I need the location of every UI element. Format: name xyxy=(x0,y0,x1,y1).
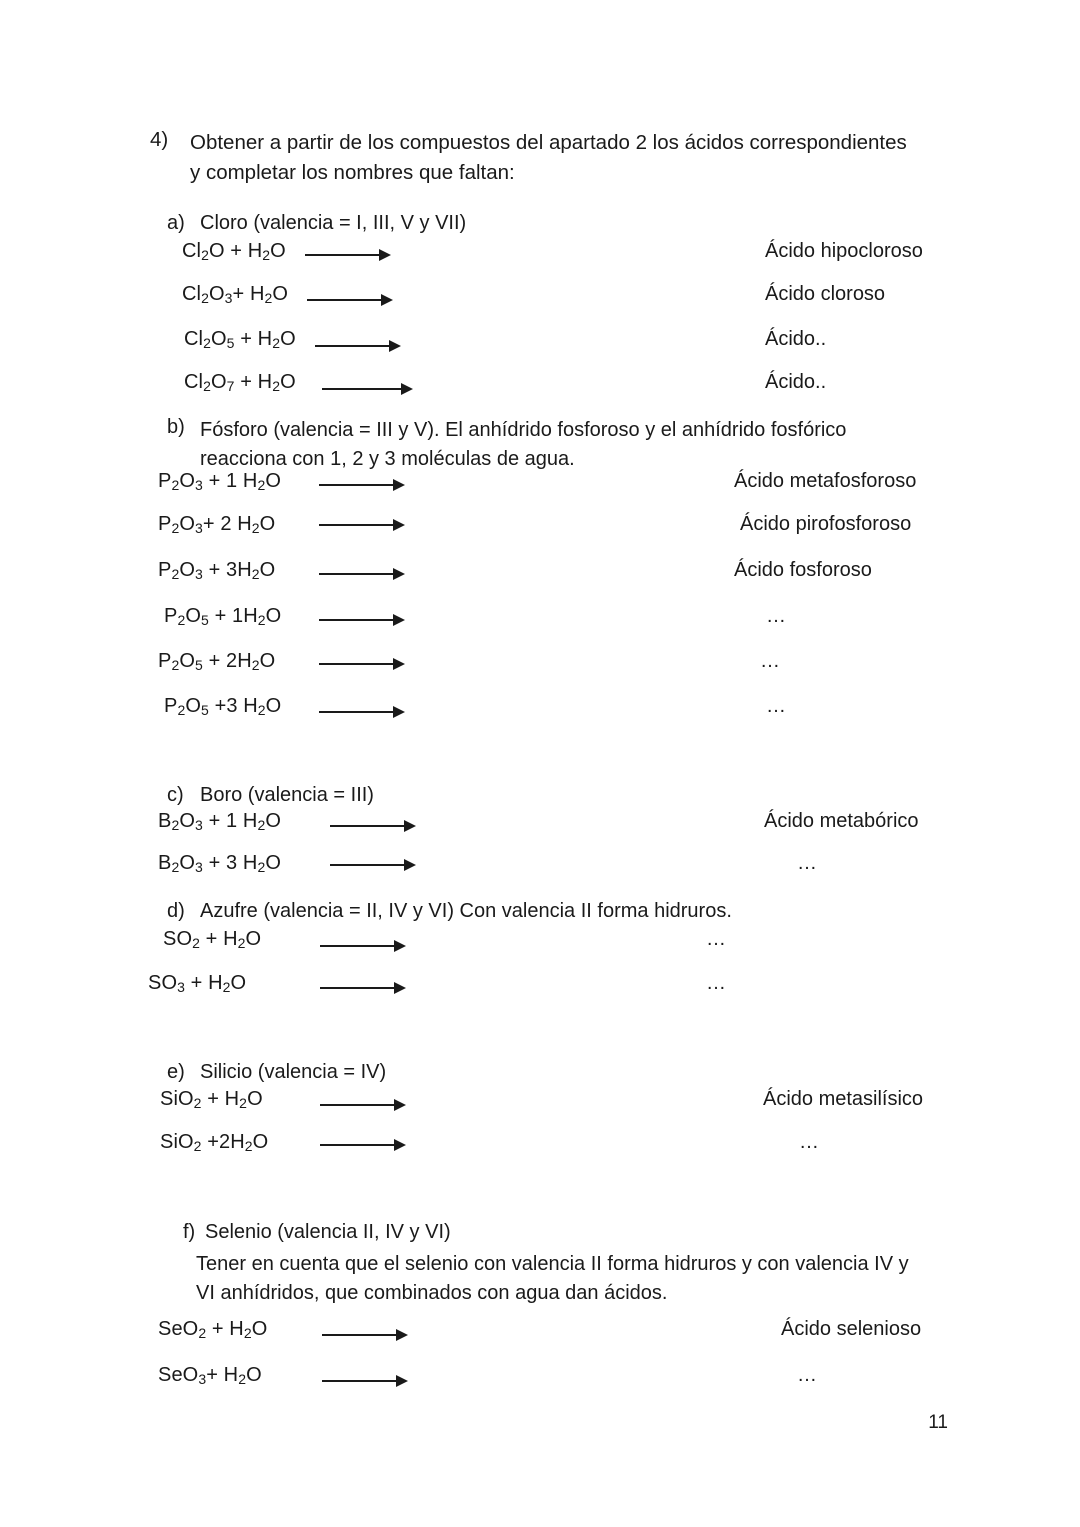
section-letter-d: d) xyxy=(167,900,185,922)
reaction-row xyxy=(158,650,948,680)
reaction-row xyxy=(184,328,944,358)
reaction-reagents: $B_2O_3 + 3$ $H_2O$ xyxy=(158,852,281,876)
reaction-row xyxy=(164,695,954,725)
reaction-reagents: $P_2O_5 + 2H_2O$ xyxy=(158,650,276,674)
section-letter-a: a) xyxy=(167,212,185,234)
reaction-product-label: … xyxy=(760,650,781,672)
reaction-reagents: $SeO_2 + H_2O$ xyxy=(158,1318,268,1342)
reaction-product-label: Ácido metasilísico xyxy=(763,1088,924,1110)
reaction-product-label: Ácido fosforoso xyxy=(734,559,872,581)
reaction-arrow-icon xyxy=(320,939,410,953)
reaction-product-label: Ácido selenioso xyxy=(781,1318,922,1340)
reaction-row xyxy=(148,972,938,1002)
reaction-product-label: … xyxy=(706,972,727,994)
reaction-arrow-icon xyxy=(319,478,409,492)
reaction-row xyxy=(158,1364,948,1394)
reaction-row xyxy=(182,240,942,270)
reaction-row xyxy=(158,810,948,840)
reaction-product-label: Ácido metafosforoso xyxy=(734,470,917,492)
reaction-reagents: $Cl_2O + H_2O$ xyxy=(182,240,286,264)
reaction-row xyxy=(184,371,944,401)
reaction-reagents: $Cl_2O_7 + H_2O$ xyxy=(184,371,296,395)
reaction-product-label: … xyxy=(706,928,727,950)
section-title-f: Selenio (valencia II, IV y VI) xyxy=(205,1221,451,1243)
reaction-row xyxy=(164,605,954,635)
section-letter-b: b) xyxy=(167,416,185,438)
reaction-row xyxy=(160,1088,950,1118)
reaction-reagents: $B_2O_3 + 1$ $H_2O$ xyxy=(158,810,281,834)
reaction-arrow-icon xyxy=(320,1098,410,1112)
reaction-reagents: $P_2O_5 + 1H_2O$ xyxy=(164,605,282,629)
reaction-reagents: $P_2O_5 +3$ $H_2O$ xyxy=(164,695,282,719)
reaction-product-label: … xyxy=(797,1364,818,1386)
reaction-product-label: … xyxy=(799,1131,820,1153)
section-letter-c: c) xyxy=(167,784,184,806)
reaction-product-label: … xyxy=(766,605,787,627)
reaction-reagents: $Cl_2O_5 + H_2O$ xyxy=(184,328,296,352)
reaction-arrow-icon xyxy=(319,613,409,627)
reaction-reagents: $SeO_3+ H_2O$ xyxy=(158,1364,262,1388)
reaction-reagents: $Cl_2O_3+ H_2O$ xyxy=(182,283,289,307)
reaction-product-label: Ácido pirofosforoso xyxy=(740,513,912,535)
reaction-row xyxy=(158,852,948,882)
section-title-c: Boro (valencia = III) xyxy=(200,784,374,806)
section-title-b: Fósforo (valencia = III y V). El anhídrido fosforoso y el anhídrido fosfórico reacciona con 1, 2 y 3 moléculas de agua. xyxy=(200,419,847,470)
reaction-row xyxy=(158,513,948,543)
reaction-arrow-icon xyxy=(319,518,409,532)
reaction-arrow-icon xyxy=(307,293,397,307)
section-note-f: Tener en cuenta que el selenio con valencia II forma hidruros y con valencia IV y VI anhídridos, que combinados con agua dan ácidos. xyxy=(196,1253,909,1304)
reaction-row xyxy=(182,283,942,313)
reaction-arrow-icon xyxy=(330,819,420,833)
section-title-e: Silicio (valencia = IV) xyxy=(200,1061,387,1083)
reaction-reagents: $P_2O_3 + 1$ $H_2O$ xyxy=(158,470,281,494)
reaction-arrow-icon xyxy=(322,1328,412,1342)
reaction-arrow-icon xyxy=(319,657,409,671)
reaction-reagents: $SiO_2 +2H_2O$ xyxy=(160,1131,269,1155)
section-title-d: Azufre (valencia = II, IV y VI) Con valencia II forma hidruros. xyxy=(200,900,732,922)
reaction-row xyxy=(158,470,948,500)
exercise-number: 4) xyxy=(150,128,169,151)
section-letter-e: e) xyxy=(167,1061,185,1083)
reaction-product-label: Ácido cloroso xyxy=(765,283,886,305)
reaction-product-label: … xyxy=(797,852,818,874)
section-letter-f: f) xyxy=(183,1221,196,1243)
reaction-reagents: $SO_2 + H_2O$ xyxy=(163,928,262,952)
reaction-arrow-icon xyxy=(320,981,410,995)
reaction-arrow-icon xyxy=(319,705,409,719)
reaction-arrow-icon xyxy=(322,1374,412,1388)
reaction-product-label: Ácido metabórico xyxy=(764,810,919,832)
reaction-row xyxy=(163,928,953,958)
reaction-reagents: $SO_3 + H_2O$ xyxy=(148,972,247,996)
reaction-arrow-icon xyxy=(319,567,409,581)
section-title-a: Cloro (valencia = I, III, V y VII) xyxy=(200,212,467,234)
reaction-reagents: $SiO_2 + H_2O$ xyxy=(160,1088,263,1112)
reaction-reagents: $P_2O_3 + 3H_2O$ xyxy=(158,559,276,583)
reaction-row xyxy=(160,1131,950,1161)
exercise-statement: Obtener a partir de los compuestos del apartado 2 los ácidos correspondientes y completar los nombres que faltan: xyxy=(190,131,907,185)
reaction-row xyxy=(158,559,948,589)
reaction-arrow-icon xyxy=(322,382,417,396)
reaction-arrow-icon xyxy=(330,858,420,872)
reaction-product-label: Ácido.. xyxy=(765,371,827,393)
reaction-arrow-icon xyxy=(320,1138,410,1152)
page-number: 11 xyxy=(928,1412,948,1433)
reaction-reagents: $P_2O_3+ 2$ $H_2O$ xyxy=(158,513,276,537)
reaction-arrow-icon xyxy=(305,248,395,262)
reaction-product-label: Ácido.. xyxy=(765,328,827,350)
reaction-row xyxy=(158,1318,948,1348)
reaction-arrow-icon xyxy=(315,339,405,353)
reaction-product-label: … xyxy=(766,695,787,717)
reaction-product-label: Ácido hipocloroso xyxy=(765,240,923,262)
